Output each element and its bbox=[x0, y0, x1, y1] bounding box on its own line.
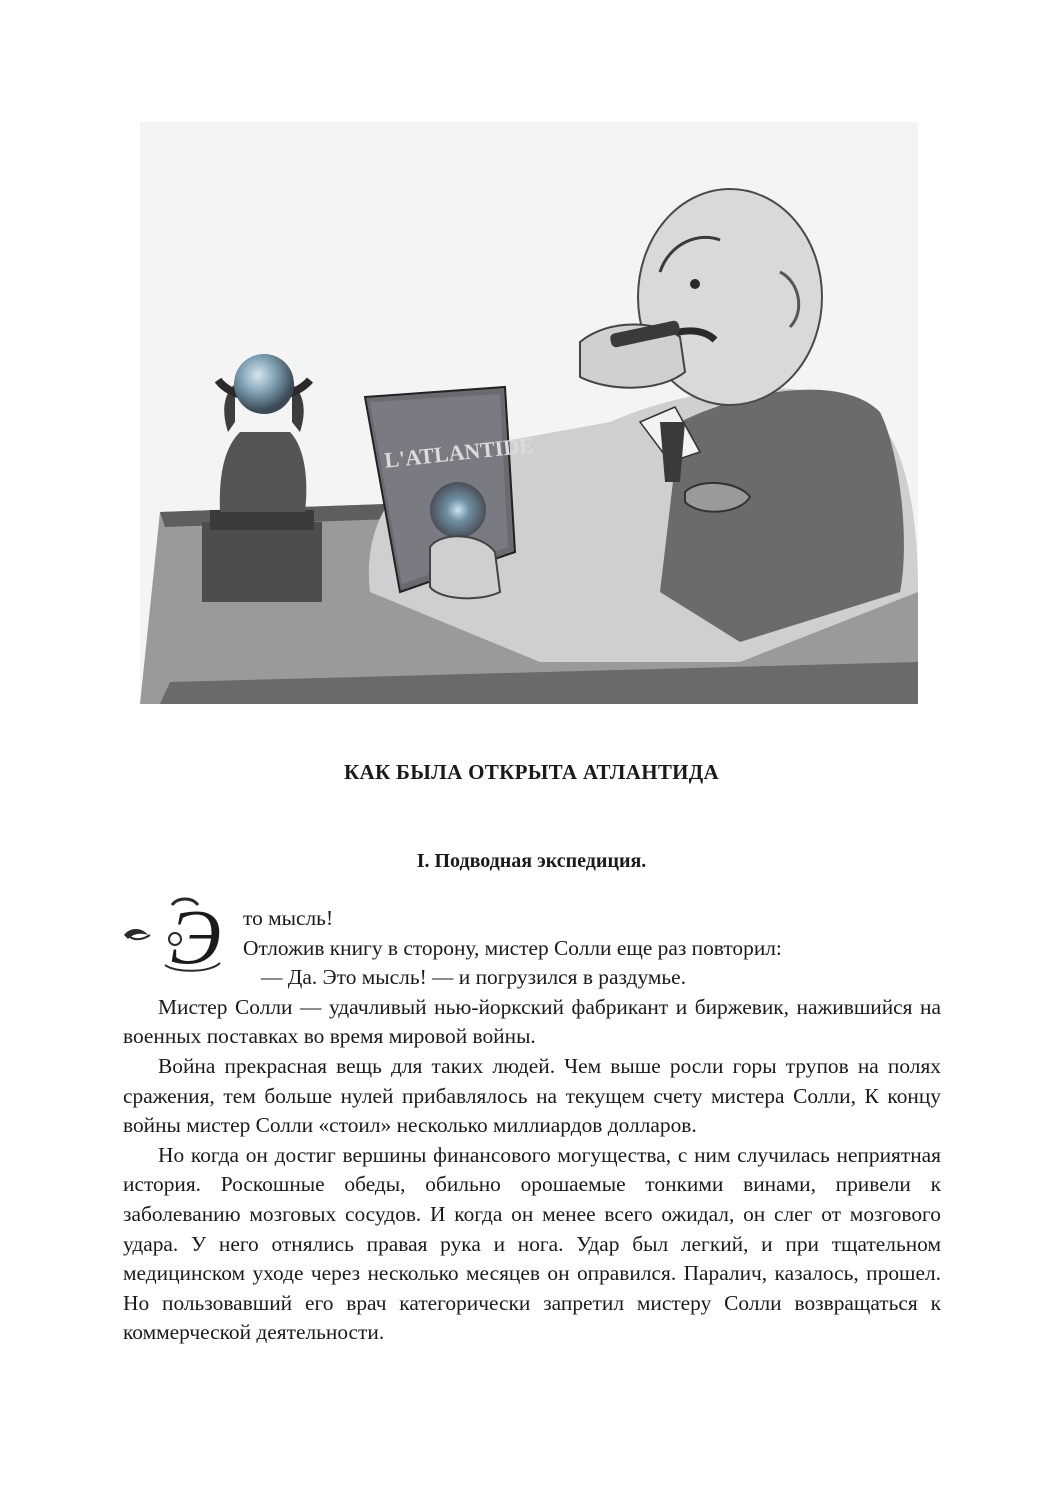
paragraph-1-line-1: то мысль! bbox=[243, 906, 334, 930]
paragraph-1-line-3: — Да. Это мысль! — и погрузился в раздумье. bbox=[261, 965, 686, 990]
illustration-man-reading bbox=[140, 122, 918, 704]
paragraph-2: Мистер Солли — удачливый нью-йоркский фабрикант и биржевик, нажившийся на военных поставках во время мировой войны. bbox=[123, 994, 941, 1049]
book-cover-title: L'ATLANTIDE bbox=[383, 432, 535, 473]
paragraph-1-line-2: Отложив книгу в сторону, мистер Солли еще раз повторил: bbox=[243, 935, 782, 960]
paragraph-3: Война прекрасная вещь для таких людей. Чем выше росли горы трупов на полях сражения, тем больше нулей прибавлялось на текущем счету мистера Солли, К концу войны мистер Солли «стоил» несколько миллиардов долларов. bbox=[123, 1053, 941, 1138]
body-text bbox=[123, 904, 941, 1348]
chapter-title: КАК БЫЛА ОТКРЫТА АТЛАНТИДА bbox=[343, 760, 719, 784]
paragraph-4: Но когда он достиг вершины финансового могущества, с ним случилась неприятная история. Роскошные обеды, обильно орошаемые тонкими винами, привели к заболеванию мозговых сосудов. И когда он менее всего ожидал, он слег от мозгового удара. У него отнялись правая рука и нога. Удар был легкий, и при тщательном медицинском уходе через несколько месяцев он оправился. Паралич, казалось, прошел. Но пользовавший его врач категорически запретил мистеру Солли возвращаться к коммерческой деятельности. bbox=[123, 1142, 941, 1345]
section-title: I. Подводная экспедиция. bbox=[416, 850, 647, 872]
dropcap-letter: Э bbox=[170, 893, 222, 973]
